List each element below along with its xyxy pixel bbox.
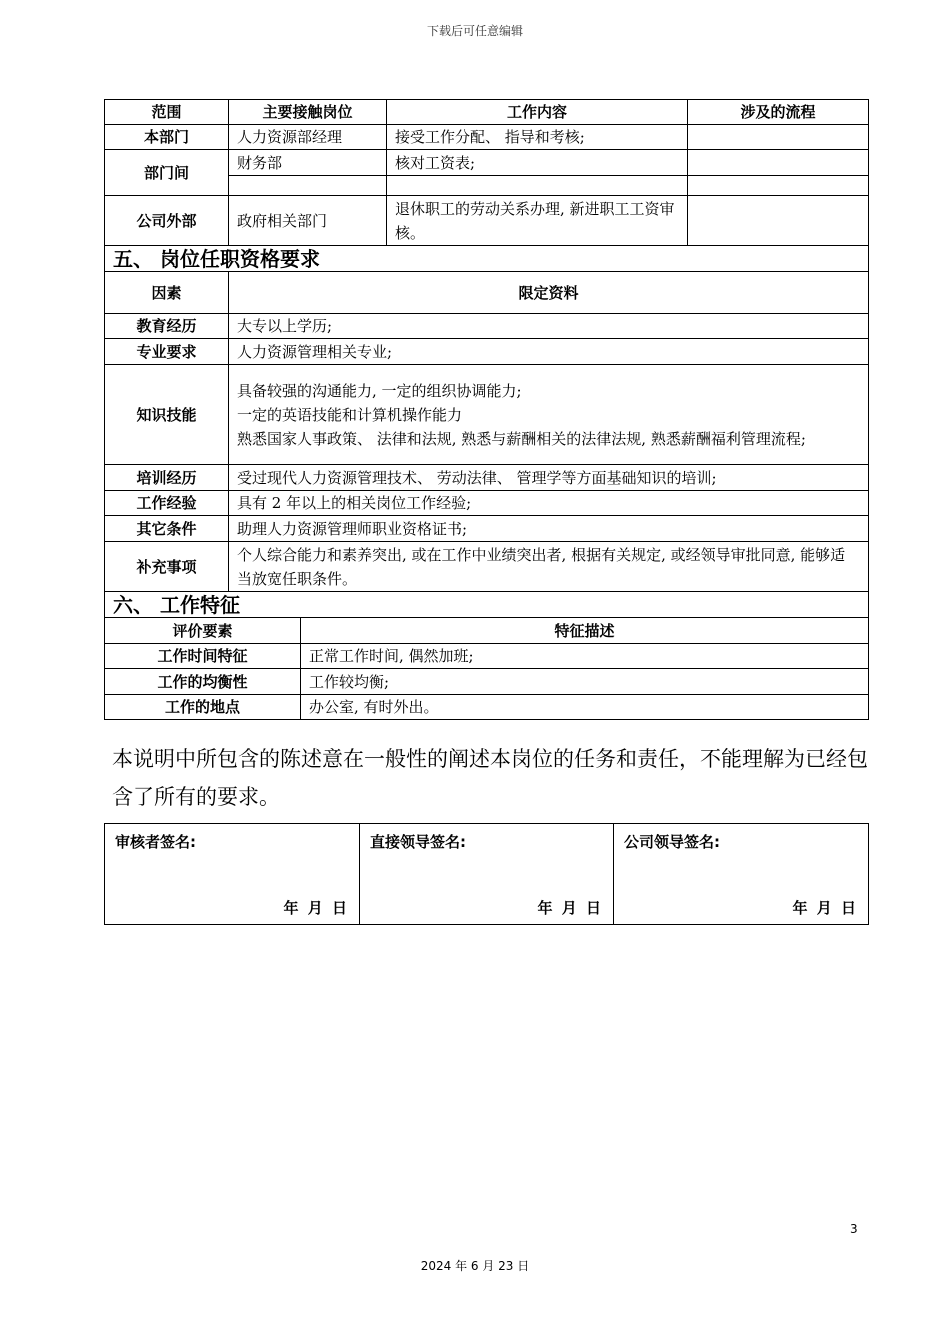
- signature-cell-reviewer: [105, 824, 360, 925]
- signature-date: 年 月 日: [792, 899, 858, 917]
- factor-cell: 工作时间特征: [105, 644, 301, 669]
- signature-date: 年 月 日: [283, 899, 349, 917]
- factor-cell: 教育经历: [105, 314, 229, 339]
- table-row: [105, 314, 869, 339]
- factor-cell: 培训经历: [105, 465, 229, 491]
- table-row: [105, 669, 869, 695]
- factor-cell: 补充事项: [105, 542, 229, 592]
- section-title: 六、 工作特征: [105, 592, 869, 618]
- detail-cell: [229, 365, 869, 465]
- col-header-scope: 范围: [105, 100, 229, 125]
- detail-cell: 大专以上学历;: [229, 314, 869, 339]
- table-row: [105, 644, 869, 669]
- table-row: [105, 516, 869, 542]
- signature-label: 审核者签名:: [115, 833, 196, 851]
- process-cell: [688, 150, 869, 176]
- content-cell: 接受工作分配、 指导和考核;: [387, 125, 688, 150]
- col-header-detail: 限定资料: [229, 272, 869, 314]
- process-cell: [688, 196, 869, 246]
- empty-cell: [229, 176, 387, 196]
- footer-date: 2024 年 6 月 23 日: [420, 1259, 530, 1273]
- detail-line: 一定的英语技能和计算机操作能力: [237, 405, 463, 424]
- detail-line: 具备较强的沟通能力, 一定的组织协调能力;: [237, 381, 522, 400]
- signature-cell-company-leader: [614, 824, 869, 925]
- col-header-process: 涉及的流程: [688, 100, 869, 125]
- process-cell: [688, 125, 869, 150]
- detail-cell: 受过现代人力资源管理技术、 劳动法律、 管理学等方面基础知识的培训;: [229, 465, 869, 491]
- detail-cell: 人力资源管理相关专业;: [229, 339, 869, 365]
- disclaimer-statement: 本说明中所包含的陈述意在一般性的阐述本岗位的任务和责任，不能理解为已经包含了所有的要求。: [112, 747, 868, 809]
- position-cell: 人力资源部经理: [229, 125, 387, 150]
- work-feature-table: [104, 591, 869, 720]
- table-row: [105, 695, 869, 720]
- table-row: [105, 491, 869, 516]
- signature-label: 直接领导签名:: [370, 833, 466, 851]
- col-header-content: 工作内容: [387, 100, 688, 125]
- section-title: 五、 岗位任职资格要求: [105, 246, 869, 272]
- table-row: [105, 125, 869, 150]
- signature-label: 公司领导签名:: [624, 833, 720, 851]
- qualification-table: [104, 245, 869, 592]
- desc-cell: 办公室, 有时外出。: [301, 695, 869, 720]
- signature-table: [104, 823, 869, 925]
- table-row: [105, 150, 869, 176]
- col-header-factor: 因素: [105, 272, 229, 314]
- content-cell: 核对工资表;: [387, 150, 688, 176]
- position-cell: 财务部: [229, 150, 387, 176]
- col-header-position: 主要接触岗位: [229, 100, 387, 125]
- empty-cell: [688, 176, 869, 196]
- factor-cell: 工作的地点: [105, 695, 301, 720]
- detail-line: 熟悉国家人事政策、 法律和法规, 熟悉与薪酬相关的法律法规, 熟悉薪酬福利管理流程;: [237, 429, 806, 448]
- table-row: [105, 542, 869, 592]
- signature-date: 年 月 日: [537, 899, 603, 917]
- detail-cell: 个人综合能力和素养突出, 或在工作中业绩突出者, 根据有关规定, 或经领导审批同意, 能够适当放宽任职条件。: [229, 542, 869, 592]
- scope-cell: 部门间: [105, 150, 229, 196]
- contacts-table: [104, 99, 869, 246]
- detail-cell: 助理人力资源管理师职业资格证书;: [229, 516, 869, 542]
- factor-cell: 其它条件: [105, 516, 229, 542]
- position-cell: 政府相关部门: [229, 196, 387, 246]
- signature-cell-direct-leader: [360, 824, 614, 925]
- header-note: 下载后可任意编辑: [426, 24, 523, 38]
- factor-cell: 工作的均衡性: [105, 669, 301, 695]
- factor-cell: 专业要求: [105, 339, 229, 365]
- table-row: [105, 465, 869, 491]
- factor-cell: 知识技能: [105, 365, 229, 465]
- detail-cell: 具有 2 年以上的相关岗位工作经验;: [229, 491, 869, 516]
- table-row: [105, 365, 869, 465]
- col-header-desc: 特征描述: [301, 618, 869, 644]
- scope-cell: 公司外部: [105, 196, 229, 246]
- desc-cell: 正常工作时间, 偶然加班;: [301, 644, 869, 669]
- table-row: [105, 196, 869, 246]
- desc-cell: 工作较均衡;: [301, 669, 869, 695]
- factor-cell: 工作经验: [105, 491, 229, 516]
- empty-cell: [387, 176, 688, 196]
- table-row: [105, 339, 869, 365]
- content-cell: 退休职工的劳动关系办理, 新进职工工资审核。: [387, 196, 688, 246]
- col-header-factor: 评价要素: [105, 618, 301, 644]
- page-number: 3: [850, 1222, 858, 1236]
- scope-cell: 本部门: [105, 125, 229, 150]
